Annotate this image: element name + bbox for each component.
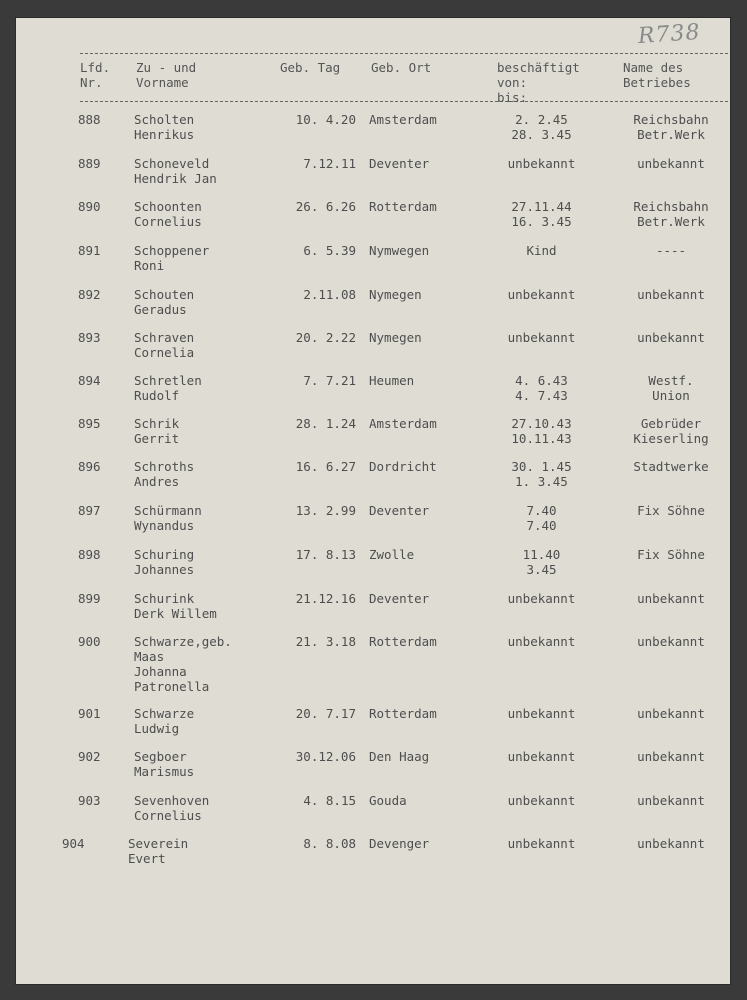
row-name: Schretlen Rudolf	[134, 373, 202, 403]
header-rule-top	[80, 53, 728, 54]
row-name: Schoonten Cornelius	[134, 199, 202, 229]
row-name: Severein Evert	[128, 836, 189, 866]
row-number: 904	[62, 836, 85, 851]
row-employment-dates: unbekannt	[507, 793, 576, 808]
row-number: 891	[78, 243, 101, 258]
row-company: unbekannt	[637, 287, 705, 302]
table-row	[0, 591, 747, 635]
row-company: Fix Söhne	[637, 547, 705, 562]
row-birth-date: 16. 6.27	[295, 459, 356, 474]
header-rule-bottom	[80, 101, 728, 102]
row-birth-place: Deventer	[369, 591, 430, 606]
table-row	[0, 706, 747, 750]
table-row	[0, 503, 747, 547]
row-company: unbekannt	[637, 793, 705, 808]
header-geb-ort: Geb. Ort	[371, 60, 432, 75]
table-row	[0, 793, 747, 837]
header-geb-tag: Geb. Tag	[280, 60, 341, 75]
row-name: Schurink Derk Willem	[134, 591, 217, 621]
row-number: 899	[78, 591, 101, 606]
row-birth-place: Amsterdam	[369, 416, 437, 431]
row-birth-place: Deventer	[369, 156, 430, 171]
row-birth-place: Rotterdam	[369, 199, 437, 214]
row-birth-date: 6. 5.39	[303, 243, 356, 258]
row-employment-dates: 4. 6.43 4. 7.43	[515, 373, 568, 403]
row-number: 897	[78, 503, 101, 518]
row-birth-place: Devenger	[369, 836, 430, 851]
row-birth-date: 7.12.11	[303, 156, 356, 171]
row-company: unbekannt	[637, 156, 705, 171]
row-birth-date: 21. 3.18	[295, 634, 356, 649]
row-name: Schraven Cornelia	[134, 330, 195, 360]
row-company: Stadtwerke	[633, 459, 709, 474]
row-employment-dates: unbekannt	[507, 706, 576, 721]
row-company: unbekannt	[637, 749, 705, 764]
row-name: Scholten Henrikus	[134, 112, 195, 142]
row-employment-dates: unbekannt	[507, 836, 576, 851]
row-employment-dates: 27.10.43 10.11.43	[511, 416, 572, 446]
row-birth-date: 2.11.08	[303, 287, 356, 302]
table-row	[0, 634, 747, 694]
table-row	[0, 373, 747, 417]
row-employment-dates: unbekannt	[507, 591, 576, 606]
row-name: Schwarze,geb. Maas Johanna Patronella	[134, 634, 232, 694]
row-number: 896	[78, 459, 101, 474]
row-birth-place: Amsterdam	[369, 112, 437, 127]
header-lfd-nr: Lfd. Nr.	[80, 60, 111, 90]
row-employment-dates: unbekannt	[507, 749, 576, 764]
row-birth-place: Den Haag	[369, 749, 430, 764]
row-birth-place: Rotterdam	[369, 706, 437, 721]
row-company: unbekannt	[637, 836, 705, 851]
row-number: 903	[78, 793, 101, 808]
row-employment-dates: 2. 2.45 28. 3.45	[511, 112, 572, 142]
row-company: Reichsbahn Betr.Werk	[633, 199, 709, 229]
row-birth-place: Deventer	[369, 503, 430, 518]
row-name: Schroths Andres	[134, 459, 195, 489]
row-birth-date: 28. 1.24	[295, 416, 356, 431]
row-employment-dates: unbekannt	[507, 156, 576, 171]
row-birth-date: 21.12.16	[295, 591, 356, 606]
row-birth-date: 20. 7.17	[295, 706, 356, 721]
row-name: Sevenhoven Cornelius	[134, 793, 210, 823]
row-number: 902	[78, 749, 101, 764]
row-number: 893	[78, 330, 101, 345]
row-company: Reichsbahn Betr.Werk	[633, 112, 709, 142]
row-employment-dates: unbekannt	[507, 287, 576, 302]
row-employment-dates: 11.40 3.45	[522, 547, 561, 577]
row-birth-place: Gouda	[369, 793, 407, 808]
row-name: Schuring Johannes	[134, 547, 195, 577]
table-row	[0, 156, 747, 200]
row-birth-date: 20. 2.22	[295, 330, 356, 345]
row-company: unbekannt	[637, 330, 705, 345]
row-company: unbekannt	[637, 591, 705, 606]
row-number: 895	[78, 416, 101, 431]
table-row	[0, 459, 747, 503]
row-employment-dates: unbekannt	[507, 634, 576, 649]
row-company: unbekannt	[637, 706, 705, 721]
row-number: 888	[78, 112, 101, 127]
row-name: Segboer Marismus	[134, 749, 195, 779]
row-employment-dates: 7.40 7.40	[526, 503, 557, 533]
row-birth-place: Nymegen	[369, 287, 422, 302]
row-number: 889	[78, 156, 101, 171]
row-employment-dates: 27.11.44 16. 3.45	[511, 199, 572, 229]
row-birth-place: Rotterdam	[369, 634, 437, 649]
row-birth-date: 30.12.06	[295, 749, 356, 764]
row-birth-place: Nymegen	[369, 330, 422, 345]
table-row	[0, 749, 747, 793]
row-name: Schoneveld Hendrik Jan	[134, 156, 217, 186]
row-company: ----	[655, 243, 687, 258]
header-name: Zu - und Vorname	[136, 60, 197, 90]
row-birth-date: 13. 2.99	[295, 503, 356, 518]
header-beschaeftigt: beschäftigt von: bis:	[497, 60, 580, 105]
row-number: 901	[78, 706, 101, 721]
table-row	[0, 330, 747, 374]
table-row	[0, 836, 747, 880]
row-name: Schoppener Roni	[134, 243, 210, 273]
row-company: unbekannt	[637, 634, 705, 649]
row-number: 894	[78, 373, 101, 388]
table-row	[0, 199, 747, 243]
row-name: Schouten Geradus	[134, 287, 195, 317]
row-company: Gebrüder Kieserling	[633, 416, 709, 446]
row-birth-place: Dordricht	[369, 459, 437, 474]
row-birth-date: 26. 6.26	[295, 199, 356, 214]
row-number: 890	[78, 199, 101, 214]
row-employment-dates: Kind	[526, 243, 557, 258]
table-row	[0, 287, 747, 331]
row-birth-date: 4. 8.15	[303, 793, 356, 808]
row-birth-place: Nymwegen	[369, 243, 430, 258]
table-row	[0, 112, 747, 156]
row-name: Schrik Gerrit	[134, 416, 180, 446]
row-name: Schürmann Wynandus	[134, 503, 202, 533]
row-company: Fix Söhne	[637, 503, 705, 518]
table-row	[0, 243, 747, 287]
row-birth-date: 8. 8.08	[303, 836, 356, 851]
row-number: 892	[78, 287, 101, 302]
row-company: Westf. Union	[648, 373, 694, 403]
row-birth-place: Zwolle	[369, 547, 415, 562]
row-birth-place: Heumen	[369, 373, 415, 388]
row-birth-date: 17. 8.13	[295, 547, 356, 562]
row-number: 900	[78, 634, 101, 649]
row-birth-date: 10. 4.20	[295, 112, 356, 127]
header-betrieb: Name des Betriebes	[623, 60, 691, 90]
row-name: Schwarze Ludwig	[134, 706, 195, 736]
handwritten-archive-number: R738	[637, 19, 702, 50]
row-employment-dates: 30. 1.45 1. 3.45	[511, 459, 572, 489]
row-birth-date: 7. 7.21	[303, 373, 356, 388]
row-number: 898	[78, 547, 101, 562]
table-row	[0, 547, 747, 591]
row-employment-dates: unbekannt	[507, 330, 576, 345]
table-row	[0, 416, 747, 460]
